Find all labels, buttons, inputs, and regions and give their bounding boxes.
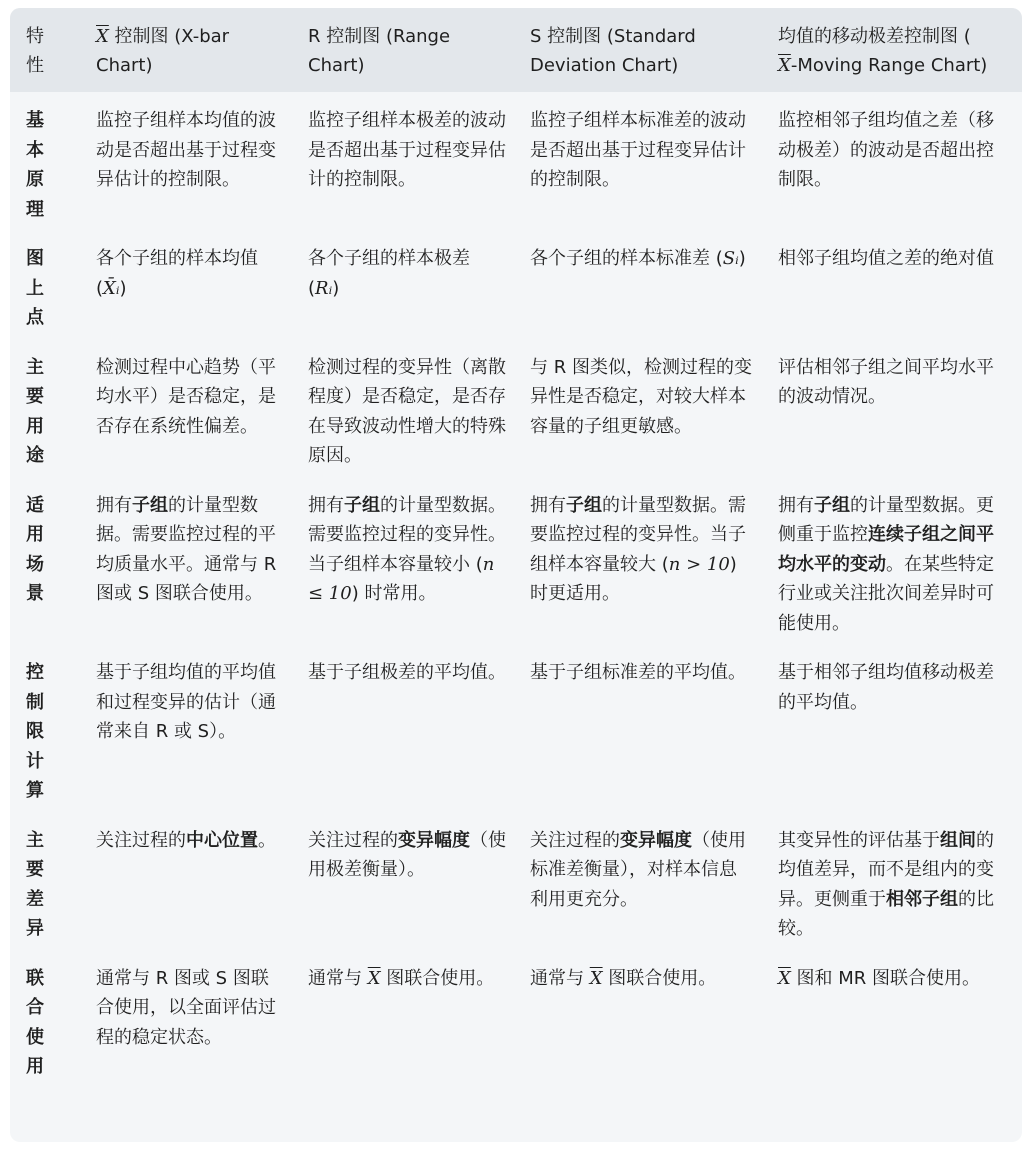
cell-xbar: 基于子组均值的平均值和过程变异的估计（通常来自 R 或 S）。 [96,662,276,742]
bold-text: 连续子组之间平均水平的变动 [778,524,994,575]
cell-mr [766,954,1022,1092]
control-chart-comparison-table [10,8,1022,1092]
cell-text: 拥有 [308,494,344,516]
cell-text: （使用标准差衡量），对样本信息利用更充分。 [530,829,746,910]
cell-s: 监控子组样本标准差的波动是否超出基于过程变异估计的控制限。 [530,110,746,190]
cell-text: 图和 MR 图联合使用。 [790,967,981,989]
bold-text: 子组 [814,494,850,516]
header-mr-chart [766,8,1022,92]
header-mr-suffix: -Moving Range Chart) [790,55,988,76]
row-label [10,343,84,481]
cell-mr [766,481,1022,649]
header-feature-text: 特性 [26,26,44,76]
cell-s [518,954,766,1092]
table-row-scenario [10,481,1022,649]
cell-text: 的计量型数据。需要监控过程的平均质量水平。通常与 R 图或 S 图联合使用。 [96,494,277,604]
header-r-chart [296,8,518,92]
math-expression: n > 10 [668,553,730,575]
math-expression: Sᵢ [722,248,739,269]
cell-r [296,481,518,649]
math-expression: Rᵢ [315,277,333,299]
row-label [10,92,84,234]
cell-text: 图联合使用。 [380,967,495,989]
table-row-principle [10,92,1022,234]
cell-text: 拥有 [778,494,814,516]
row-label [10,954,84,1092]
xbar-symbol: $\overline{X}$ [589,967,603,989]
cell-text: ) [119,277,127,299]
table-row-combined [10,954,1022,1092]
cell-text: 。 [258,829,276,851]
cell-text: 拥有 [96,494,132,516]
row-label-text: 联合使用 [26,967,44,1077]
header-r-title: R 控制图 (Range Chart) [308,26,451,76]
cell-text: 各个子组的样本极差 ( [308,248,470,299]
header-s-chart [518,8,766,92]
cell-text: （使用极差衡量）。 [308,829,506,880]
cell-text: 。在某些特定行业或关注批次间差异时可能使用。 [778,553,994,634]
cell-text: 通常与 [530,967,590,989]
row-label-text: 适用场景 [26,494,44,604]
cell-text: 关注过程的 [308,829,398,851]
bold-text: 子组 [566,494,602,516]
row-label-text: 基本原理 [26,110,44,220]
table-row-difference [10,816,1022,954]
cell-s: 与 R 图类似，检测过程的变异性是否稳定，对较大样本容量的子组更敏感。 [530,356,752,437]
bold-text: 变异幅度 [398,829,470,851]
cell-xbar: 监控子组样本均值的波动是否超出基于过程变异估计的控制限。 [96,110,276,190]
header-xbar-title: 控制图 (X-bar Chart) [96,26,230,76]
bold-text: 中心位置 [186,829,258,851]
row-label-text: 控制限计算 [26,662,44,801]
cell-text: 的比较。 [778,888,994,939]
comparison-table-container [10,8,1022,1142]
bold-text: 子组 [344,494,380,516]
cell-text: 拥有 [530,494,566,516]
math-expression: X̄ᵢ [103,277,120,299]
row-label [10,648,84,816]
cell-text: 其变异性的评估基于 [778,829,940,851]
cell-text: 的计量型数据。需要监控过程的变异性。当子组样本容量较大 ( [530,494,746,575]
cell-mr: 监控相邻子组均值之差（移动极差）的波动是否超出控制限。 [778,110,994,190]
cell-mr: 相邻子组均值之差的绝对值 [778,248,994,269]
xbar-symbol: $\overline{X}$ [778,55,791,76]
cell-r [296,234,518,343]
math-expression: n ≤ 10 [308,553,495,604]
cell-text: 通常与 [308,967,368,989]
cell-s: 基于子组标准差的平均值。 [530,662,746,683]
cell-text: 各个子组的样本标准差 ( [530,248,723,269]
row-label [10,816,84,954]
row-label-text: 图上点 [26,248,44,328]
bold-text: 变异幅度 [620,829,692,851]
row-label [10,481,84,649]
cell-xbar: 通常与 R 图或 S 图联合使用，以全面评估过程的稳定状态。 [96,967,276,1048]
bold-text: 组间 [940,829,976,851]
cell-text: ) 时更适用。 [530,553,737,604]
cell-text: ) [738,248,746,269]
xbar-symbol: $\overline{X}$ [778,967,791,989]
row-label [10,234,84,343]
cell-mr [766,816,1022,954]
bold-text: 相邻子组 [886,888,958,910]
header-xbar-chart [84,8,296,92]
cell-text: 的均值差异，而不是组内的变异。更侧重于 [778,829,994,910]
table-header [10,8,1022,92]
cell-mr: 基于相邻子组均值移动极差的平均值。 [778,662,994,713]
cell-r: 监控子组样本极差的波动是否超出基于过程变异估计的控制限。 [308,110,506,190]
row-label-text: 主要用途 [26,356,44,466]
cell-mr: 评估相邻子组之间平均水平的波动情况。 [778,356,994,407]
cell-text: 各个子组的样本均值 ( [96,248,258,299]
cell-r: 检测过程的变异性（离散程度）是否稳定，是否存在导致波动性增大的特殊原因。 [308,356,506,466]
table-row-points [10,234,1022,343]
cell-text: 的计量型数据。更侧重于监控 [778,494,994,545]
header-row [10,8,1022,92]
header-s-title: S 控制图 (Standard Deviation Chart) [530,26,696,76]
cell-xbar [84,481,296,649]
xbar-symbol: $\overline{X}$ [367,967,381,989]
cell-text: 的计量型数据。需要监控过程的变异性。当子组样本容量较小 ( [308,494,506,575]
row-label-text: 主要差异 [26,829,44,939]
cell-r [296,816,518,954]
table-row-usage [10,343,1022,481]
cell-r: 基于子组极差的平均值。 [308,662,506,683]
header-feature [10,8,84,92]
header-mr-prefix: 均值的移动极差控制图 ( [778,26,971,47]
cell-xbar [84,816,296,954]
table-body [10,92,1022,1092]
bold-text: 子组 [132,494,168,516]
cell-text: 关注过程的 [530,829,620,851]
cell-xbar: 检测过程中心趋势（平均水平）是否稳定，是否存在系统性偏差。 [96,356,276,437]
table-row-limits [10,648,1022,816]
cell-r [296,954,518,1092]
cell-s [518,816,766,954]
xbar-symbol: $\overline{X}$ [96,26,109,47]
cell-text: 图联合使用。 [602,967,717,989]
cell-s [518,234,766,343]
cell-xbar [84,234,296,343]
cell-s [518,481,766,649]
cell-text: ) [332,277,340,299]
cell-text: ) 时常用。 [351,583,437,604]
cell-text: 关注过程的 [96,829,186,851]
